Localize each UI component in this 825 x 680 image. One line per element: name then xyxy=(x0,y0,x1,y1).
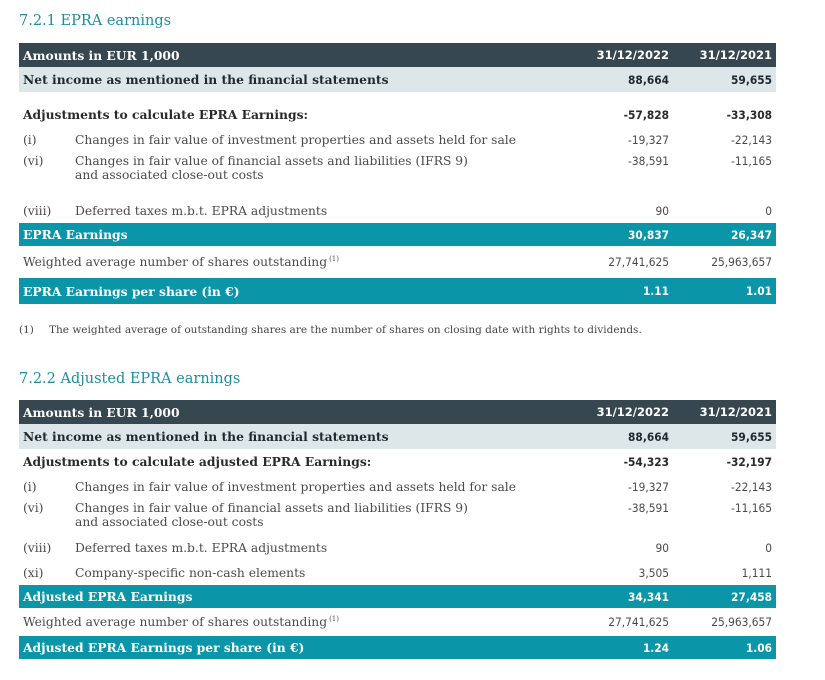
row-value-2021: 1.01 xyxy=(673,278,776,304)
row-label: Adjusted EPRA Earnings per share (in €) xyxy=(19,636,547,659)
row-index: (vi) xyxy=(23,501,44,515)
row-index: (vi) xyxy=(23,154,44,168)
row-label-line1: Changes in fair value of financial assets and liabilities (IFRS 9) xyxy=(75,154,468,168)
footnote-ref: (1) xyxy=(329,255,339,263)
row-value-2021: 0 xyxy=(765,203,773,218)
header-col-2021: 31/12/2021 xyxy=(673,43,776,67)
footnote-text: The weighted average of outstanding shares are the number of shares on closing date with rights to dividends. xyxy=(49,324,642,336)
table-row xyxy=(19,127,776,152)
row-value-2021: 59,655 xyxy=(673,67,776,92)
row-value-2021: 26,347 xyxy=(673,223,776,246)
row-label-text: Weighted average number of shares outstanding xyxy=(23,255,328,269)
row-value-2021: 59,655 xyxy=(673,424,776,449)
row-label: Changes in fair value of investment properties and assets held for sale xyxy=(75,479,517,494)
row-value-2022: -38,591 xyxy=(628,154,670,168)
footnote-number: (1) xyxy=(19,324,34,336)
epra-earnings-table xyxy=(19,43,776,304)
table-row xyxy=(19,246,776,278)
section-title-epra-earnings: 7.2.1 EPRA earnings xyxy=(19,13,172,29)
row-label xyxy=(19,608,547,636)
header-label: Amounts in EUR 1,000 xyxy=(19,43,547,67)
row-label: Deferred taxes m.b.t. EPRA adjustments xyxy=(75,203,328,218)
row-index: (viii) xyxy=(23,540,52,555)
table-row-total xyxy=(19,636,776,659)
row-value-2022: 88,664 xyxy=(547,67,673,92)
section-title-adjusted-epra-earnings: 7.2.2 Adjusted EPRA earnings xyxy=(19,371,241,387)
row-value-2021: 27,458 xyxy=(673,585,776,608)
adjusted-epra-earnings-table xyxy=(19,400,776,659)
table-row-total xyxy=(19,223,776,246)
row-label: Changes in fair value of investment properties and assets held for sale xyxy=(75,132,517,147)
row-label: EPRA Earnings xyxy=(19,223,547,246)
row-label: Adjustments to calculate adjusted EPRA Earnings: xyxy=(23,454,372,469)
row-label: Net income as mentioned in the financial statements xyxy=(19,424,547,449)
row-index: (i) xyxy=(23,479,37,494)
row-label: Deferred taxes m.b.t. EPRA adjustments xyxy=(75,540,328,555)
row-index: (viii) xyxy=(23,203,52,218)
row-value-2022: -19,327 xyxy=(628,479,670,494)
table-row xyxy=(19,608,776,636)
row-label xyxy=(71,152,547,188)
row-label: Net income as mentioned in the financial statements xyxy=(19,67,547,92)
row-value-2021: 1,111 xyxy=(741,565,773,580)
row-value-2022: 88,664 xyxy=(547,424,673,449)
row-value-2021: 25,963,657 xyxy=(711,255,773,269)
row-value-2022: 1.24 xyxy=(547,636,673,659)
table-row xyxy=(19,499,776,535)
row-label xyxy=(71,499,547,535)
footnote-ref: (1) xyxy=(329,615,339,623)
row-value-2022: 27,741,625 xyxy=(608,615,670,629)
header-col-2021: 31/12/2021 xyxy=(673,400,776,424)
row-value-2021: -22,143 xyxy=(731,132,773,147)
row-label: Adjustments to calculate EPRA Earnings: xyxy=(23,107,309,122)
table-row xyxy=(19,67,776,92)
row-label-text: Weighted average number of shares outstanding xyxy=(23,615,328,629)
table-row xyxy=(19,424,776,449)
header-label: Amounts in EUR 1,000 xyxy=(19,400,547,424)
table-row xyxy=(19,560,776,585)
table-row xyxy=(19,474,776,499)
row-value-2021: -22,143 xyxy=(731,479,773,494)
table-row xyxy=(19,152,776,188)
row-value-2022: 1.11 xyxy=(547,278,673,304)
row-index: (i) xyxy=(23,132,37,147)
table-row-total xyxy=(19,585,776,608)
table-row xyxy=(19,102,776,127)
row-value-2022: 30,837 xyxy=(547,223,673,246)
row-label: Company-specific non-cash elements xyxy=(75,565,306,580)
row-value-2022: -19,327 xyxy=(628,132,670,147)
row-value-2022: 27,741,625 xyxy=(608,255,670,269)
row-value-2022: 90 xyxy=(655,540,670,555)
row-label: EPRA Earnings per share (in €) xyxy=(19,278,547,304)
row-value-2022: 90 xyxy=(655,203,670,218)
row-index: (xi) xyxy=(23,565,44,580)
row-value-2021: -32,197 xyxy=(726,454,773,469)
row-label-line1: Changes in fair value of financial assets and liabilities (IFRS 9) xyxy=(75,501,468,515)
row-value-2021: -33,308 xyxy=(726,107,773,122)
table-row xyxy=(19,198,776,223)
row-label-line2: and associated close-out costs xyxy=(75,515,264,529)
row-value-2021: -11,165 xyxy=(731,501,773,515)
row-value-2021: 25,963,657 xyxy=(711,615,773,629)
row-value-2022: 3,505 xyxy=(638,565,670,580)
row-value-2022: -38,591 xyxy=(628,501,670,515)
row-value-2022: -54,323 xyxy=(623,454,670,469)
row-label-line2: and associated close-out costs xyxy=(75,168,264,182)
table-header xyxy=(19,400,776,424)
row-value-2022: 34,341 xyxy=(547,585,673,608)
table-header xyxy=(19,43,776,67)
header-col-2022: 31/12/2022 xyxy=(547,400,673,424)
row-value-2021: -11,165 xyxy=(731,154,773,168)
row-value-2022: -57,828 xyxy=(623,107,670,122)
row-value-2021: 1.06 xyxy=(673,636,776,659)
header-col-2022: 31/12/2022 xyxy=(547,43,673,67)
table-row xyxy=(19,535,776,560)
row-label xyxy=(19,246,547,278)
row-value-2021: 0 xyxy=(765,540,773,555)
footnote xyxy=(19,324,642,336)
table-row xyxy=(19,449,776,474)
table-row-total xyxy=(19,278,776,304)
row-label: Adjusted EPRA Earnings xyxy=(19,585,547,608)
